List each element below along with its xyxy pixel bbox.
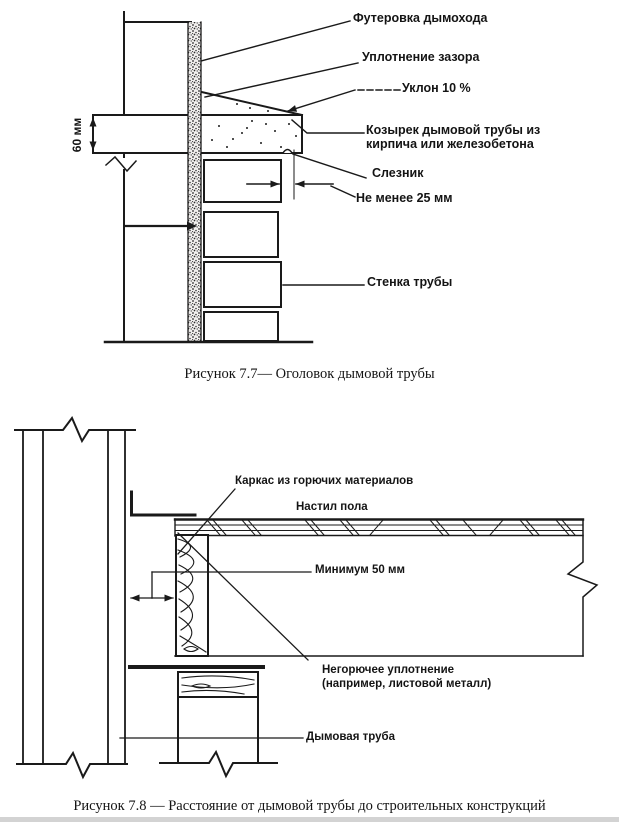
flue-lining	[188, 22, 201, 342]
leader-line	[288, 90, 355, 111]
chimney-shaft	[23, 430, 125, 764]
label-dim-60mm: 60 мм	[70, 117, 84, 153]
break-symbol	[17, 753, 127, 777]
label-gap-seal: Уплотнение зазора	[362, 50, 480, 64]
joint-arrow	[125, 222, 197, 231]
pipe-wall-bricks	[204, 160, 281, 341]
break-symbol	[568, 520, 597, 657]
chimney-wall	[124, 12, 191, 342]
flashing-top	[132, 492, 196, 515]
break-symbol	[15, 418, 135, 441]
break-symbol	[106, 157, 136, 171]
label-smoke-pipe: Дымовая труба	[306, 731, 396, 743]
brick-course	[204, 160, 281, 202]
label-min-50mm: Минимум 50 мм	[315, 564, 405, 576]
label-flue-lining: Футеровка дымохода	[353, 11, 488, 25]
figure-7-7-caption: Рисунок 7.7— Оголовок дымовой трубы	[184, 366, 435, 382]
leader-line	[331, 186, 355, 197]
brick-course	[204, 262, 281, 307]
label-seal-line1: Негорючее уплотнение	[322, 664, 455, 676]
label-floor-deck: Настил пола	[296, 501, 368, 513]
deck-hatching	[207, 520, 575, 535]
label-pipe-wall: Стенка трубы	[367, 275, 453, 289]
floor-deck	[175, 519, 583, 536]
label-drip: Слезник	[372, 166, 424, 180]
leader-line	[201, 21, 350, 61]
figure-7-7-drawing	[93, 12, 400, 342]
label-seal-line2: (например, листовой металл)	[322, 678, 492, 690]
label-combustible-frame: Каркас из горючих материалов	[235, 475, 414, 487]
leader-line	[293, 154, 366, 178]
leader-line	[205, 63, 358, 97]
label-slope: Уклон 10 %	[402, 81, 471, 95]
label-cap-line1: Козырек дымовой трубы из	[366, 123, 541, 137]
leader-lines-7-8	[120, 489, 308, 738]
page-edge-bar	[0, 817, 619, 822]
smoke-pipe	[160, 697, 277, 776]
figure-7-8-caption: Рисунок 7.8 — Расстояние от дымовой трубы до строительных конструкций	[73, 798, 546, 814]
brick-course	[204, 212, 278, 257]
wooden-stud	[176, 535, 208, 656]
wooden-joist	[178, 672, 258, 697]
label-cap-line2: кирпича или железобетона	[366, 137, 534, 151]
figure-7-8-drawing	[15, 418, 597, 777]
label-min-25mm: Не менее 25 мм	[356, 191, 453, 205]
brick-course	[204, 312, 278, 341]
